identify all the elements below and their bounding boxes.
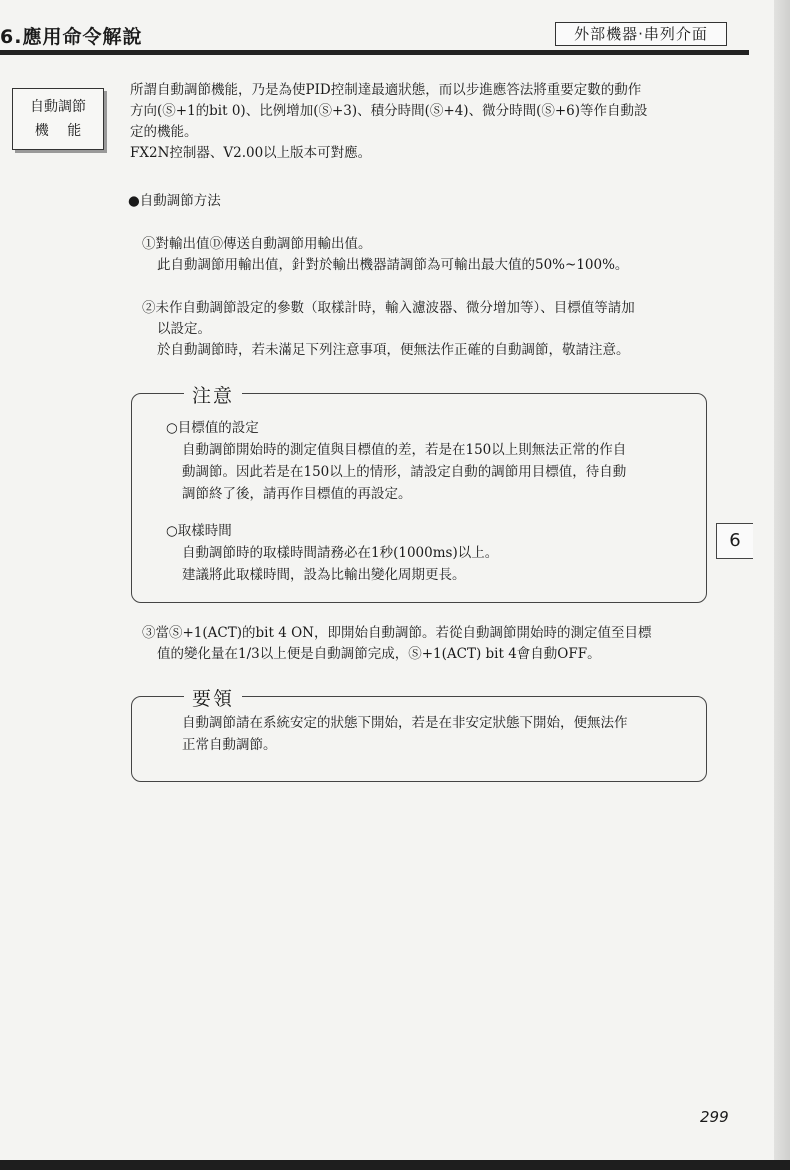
step1-line2: 此自動調節用輸出值，針對於輸出機器請調節為可輸出最大值的50%~100%。 xyxy=(157,257,629,273)
side-label-box xyxy=(12,88,104,150)
intro-line: 定的機能。 xyxy=(130,124,198,140)
caution-item2-title: ○取樣時間 xyxy=(166,523,232,539)
caution-item2-line: 自動調節時的取樣時間請務必在1秒(1000ms)以上。 xyxy=(182,545,499,561)
side-label-line2: 機 能 xyxy=(34,123,82,139)
caution-label: 注意 xyxy=(184,381,242,408)
caution-item1-title: ○目標值的設定 xyxy=(166,420,259,436)
step3 xyxy=(142,623,651,665)
tip-line: 正常自動調節。 xyxy=(182,737,277,753)
step3-line2: 值的變化量在1/3以上便是自動調節完成，Ⓢ+1(ACT) bit 4會自動OFF。 xyxy=(157,646,601,662)
caution-item1-line: 動調節。因此若是在150以上的情形，請設定自動的調節用目標值，待自動 xyxy=(182,464,627,480)
tip-content xyxy=(182,712,628,756)
page-number: 299 xyxy=(700,1108,729,1126)
step2-line3: 於自動調節時，若未滿足下列注意事項，便無法作正確的自動調節，敬請注意。 xyxy=(157,342,630,358)
step2-line1: ②未作自動調節設定的參數（取樣計時，輸入濾波器、微分增加等）、目標值等請加 xyxy=(142,300,635,316)
bottom-bar xyxy=(0,1160,790,1170)
page-edge-shadow xyxy=(774,0,790,1170)
intro-line: 方向(Ⓢ+1的bit 0)、比例增加(Ⓢ+3)、積分時間(Ⓢ+4)、微分時間(Ⓢ+6)等作自動設 xyxy=(130,103,648,119)
tip-label: 要領 xyxy=(184,684,242,711)
step2-line2: 以設定。 xyxy=(157,321,211,337)
intro-line: 所謂自動調節機能，乃是為使PID控制達最適狀態，而以步進應答法將重要定數的動作 xyxy=(130,82,642,98)
intro-paragraph xyxy=(130,80,648,164)
step2 xyxy=(142,298,635,361)
method-heading: ●自動調節方法 xyxy=(128,193,221,209)
step1-line1: ①對輸出值Ⓓ傳送自動調節用輸出值。 xyxy=(142,236,372,252)
step1 xyxy=(142,234,628,276)
side-label-line1: 自動調節 xyxy=(30,99,86,115)
section-tag: 外部機器‧串列介面 xyxy=(555,22,727,46)
caution-item1-line: 自動調節開始時的測定值與目標值的差，若是在150以上則無法正常的作自 xyxy=(182,442,627,458)
header-rule xyxy=(0,50,749,55)
caution-item2-line: 建議將此取樣時間，設為比輸出變化周期更長。 xyxy=(182,567,466,583)
intro-line: FX2N控制器、V2.00以上版本可對應。 xyxy=(130,145,372,161)
step3-line1: ③當Ⓢ+1(ACT)的bit 4 ON，即開始自動調節。若從自動調節開始時的測定值至目標 xyxy=(142,625,652,641)
caution-content xyxy=(166,418,626,586)
chapter-tab: 6 xyxy=(716,523,753,559)
tip-line: 自動調節請在系統安定的狀態下開始，若是在非安定狀態下開始，便無法作 xyxy=(182,715,628,731)
chapter-header-title: 6.應用命令解說 xyxy=(0,26,143,48)
caution-item1-line: 調節終了後，請再作目標值的再設定。 xyxy=(182,486,412,502)
